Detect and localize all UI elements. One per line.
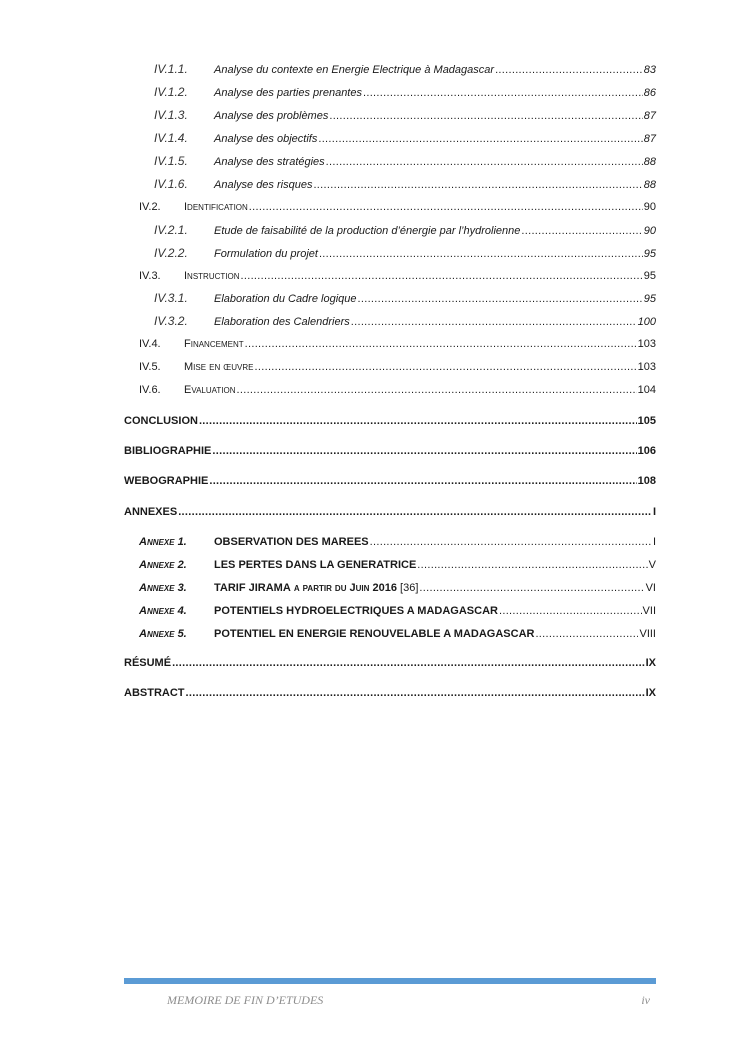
toc-entry-page: 87 bbox=[643, 110, 656, 122]
toc-entry-page: 105 bbox=[637, 415, 656, 427]
toc-entry-title: Evaluation bbox=[184, 384, 236, 396]
toc-entry-title: WEBOGRAPHIE bbox=[124, 475, 209, 487]
toc-entry-title: CONCLUSION bbox=[124, 415, 198, 427]
dot-leader bbox=[199, 413, 637, 429]
toc-entry-page: 87 bbox=[643, 133, 656, 145]
toc-entry[interactable] bbox=[124, 130, 656, 146]
toc-entry[interactable] bbox=[124, 534, 656, 550]
toc-entry-page: V bbox=[648, 559, 656, 571]
toc-entry-number: IV.1.6. bbox=[154, 177, 188, 191]
toc-entry-page: VIII bbox=[639, 628, 656, 640]
toc-entry-number: IV.5. bbox=[139, 361, 161, 373]
toc-entry[interactable] bbox=[124, 176, 656, 192]
toc-entry-page: 83 bbox=[643, 64, 656, 76]
toc-entry[interactable] bbox=[124, 685, 656, 701]
dot-leader bbox=[318, 131, 642, 147]
toc-entry-title: Elaboration du Cadre logique bbox=[214, 293, 357, 305]
toc-entry[interactable] bbox=[124, 153, 656, 169]
toc-entry[interactable] bbox=[124, 336, 656, 352]
toc-entry-title bbox=[214, 626, 534, 642]
footer-divider-bar bbox=[124, 978, 656, 984]
toc-entry-page: 104 bbox=[637, 384, 656, 396]
toc-entry-page: 88 bbox=[643, 156, 656, 168]
toc-entry-title: Instruction bbox=[184, 270, 240, 282]
toc-entry-number: IV.3. bbox=[139, 270, 161, 282]
toc-entry-number: IV.3.1. bbox=[154, 291, 188, 305]
toc-entry-page: 103 bbox=[637, 361, 656, 373]
toc-entry-title bbox=[214, 534, 369, 550]
toc-entry-page: VI bbox=[645, 582, 656, 594]
toc-entry-title: Analyse des parties prenantes bbox=[214, 87, 362, 99]
dot-leader bbox=[313, 177, 642, 193]
toc-entry-title-text: LES PERTES DANS LA GENERATRICE bbox=[214, 559, 417, 571]
toc-entry-page: 90 bbox=[643, 225, 656, 237]
toc-entry-title bbox=[214, 603, 498, 619]
toc-entry[interactable] bbox=[124, 222, 656, 238]
toc-entry[interactable] bbox=[124, 413, 656, 429]
dot-leader bbox=[521, 223, 642, 239]
toc-entry[interactable] bbox=[124, 655, 656, 671]
toc-entry-title-text: a partir du Juin bbox=[290, 582, 373, 594]
toc-entry-number: Annexe 1. bbox=[139, 536, 187, 548]
toc-entry[interactable] bbox=[124, 359, 656, 375]
toc-entry-page: 86 bbox=[643, 87, 656, 99]
toc-entry[interactable] bbox=[124, 603, 656, 619]
toc-entry-page: 106 bbox=[637, 445, 656, 457]
toc-entry-title-text: OBSERVATION DES MAREES bbox=[214, 536, 369, 548]
toc-entry-number: Annexe 5. bbox=[139, 628, 187, 640]
toc-entry[interactable] bbox=[124, 580, 656, 596]
toc-entry-page: VII bbox=[642, 605, 656, 617]
toc-entry-title-text: POTENTIELS HYDROELECTRIQUES A MADAGASCAR bbox=[214, 605, 498, 617]
toc-entry-page: 95 bbox=[643, 248, 656, 260]
toc-entry-number: IV.1.5. bbox=[154, 154, 188, 168]
toc-entry-title: Formulation du projet bbox=[214, 248, 318, 260]
toc-entry[interactable] bbox=[124, 245, 656, 261]
toc-entry-number: IV.2. bbox=[139, 201, 161, 213]
toc-entry[interactable] bbox=[124, 107, 656, 123]
dot-leader bbox=[172, 655, 645, 671]
toc-entry-page: 88 bbox=[643, 179, 656, 191]
dot-leader bbox=[535, 626, 638, 642]
toc-entry-title: BIBLIOGRAPHIE bbox=[124, 445, 212, 457]
dot-leader bbox=[255, 359, 637, 375]
toc-entry[interactable] bbox=[124, 313, 656, 329]
dot-leader bbox=[417, 557, 647, 573]
toc-entry-page: I bbox=[652, 506, 656, 518]
dot-leader bbox=[186, 685, 645, 701]
toc-entry[interactable] bbox=[124, 473, 656, 489]
dot-leader bbox=[326, 154, 643, 170]
toc-entry-title: Analyse des problèmes bbox=[214, 110, 329, 122]
dot-leader bbox=[209, 473, 636, 489]
toc-entry-number: IV.1.2. bbox=[154, 85, 188, 99]
toc-entry-number: IV.1.3. bbox=[154, 108, 188, 122]
toc-entry-page: 95 bbox=[643, 270, 656, 282]
toc-entry-title bbox=[214, 580, 418, 596]
toc-entry-number: IV.1.4. bbox=[154, 131, 188, 145]
toc-entry-page: IX bbox=[645, 687, 656, 699]
toc-entry-page: 103 bbox=[637, 338, 656, 350]
toc-entry-title-text: 2016 bbox=[372, 582, 397, 594]
toc-entry[interactable] bbox=[124, 268, 656, 284]
dot-leader bbox=[329, 108, 642, 124]
toc-entry-title: Analyse des stratégies bbox=[214, 156, 325, 168]
toc-entry-page: 90 bbox=[643, 201, 656, 213]
toc-entry-number: IV.1.1. bbox=[154, 62, 188, 76]
toc-entry-page: IX bbox=[645, 657, 656, 669]
toc-entry-page: 108 bbox=[637, 475, 656, 487]
toc-entry-number: Annexe 2. bbox=[139, 559, 187, 571]
toc-entry-title: Elaboration des Calendriers bbox=[214, 316, 350, 328]
toc-entry-page: 100 bbox=[637, 316, 656, 328]
footer-document-title: MEMOIRE DE FIN D’ETUDES bbox=[167, 993, 324, 1007]
toc-entry-title-text: TARIF JIRAMA bbox=[214, 582, 291, 594]
toc-entry-title: ABSTRACT bbox=[124, 687, 185, 699]
dot-leader bbox=[495, 62, 643, 78]
toc-entry[interactable] bbox=[124, 61, 656, 77]
toc-entry[interactable] bbox=[124, 199, 656, 215]
toc-entry-number: Annexe 4. bbox=[139, 605, 187, 617]
dot-leader bbox=[319, 246, 643, 262]
dot-leader bbox=[245, 336, 637, 352]
toc-entry-title: Financement bbox=[184, 338, 244, 350]
toc-entry[interactable] bbox=[124, 382, 656, 398]
toc-entry-title: RÉSUMÉ bbox=[124, 657, 172, 669]
footer-page-number: iv bbox=[641, 993, 650, 1007]
dot-leader bbox=[237, 382, 637, 398]
dot-leader bbox=[249, 199, 643, 215]
dot-leader bbox=[178, 504, 652, 520]
dot-leader bbox=[241, 268, 643, 284]
toc-entry-page: I bbox=[652, 536, 656, 548]
toc-entry-number: IV.4. bbox=[139, 338, 161, 350]
dot-leader bbox=[499, 603, 642, 619]
toc-entry-title bbox=[214, 557, 416, 573]
toc-entry-page: 95 bbox=[643, 293, 656, 305]
toc-entry[interactable] bbox=[124, 557, 656, 573]
citation-ref: [36] bbox=[396, 582, 419, 594]
toc-entry-number: IV.6. bbox=[139, 384, 161, 396]
toc-entry[interactable] bbox=[124, 504, 656, 520]
dot-leader bbox=[351, 314, 637, 330]
dot-leader bbox=[358, 291, 643, 307]
dot-leader bbox=[419, 580, 644, 596]
toc-entry-title: Etude de faisabilité de la production d’énergie par l’hydrolienne bbox=[214, 225, 521, 237]
toc-entry-title: Identification bbox=[184, 201, 248, 213]
toc-entry[interactable] bbox=[124, 84, 656, 100]
toc-entry-number: Annexe 3. bbox=[139, 582, 187, 594]
toc-entry-number: IV.2.1. bbox=[154, 223, 188, 237]
toc-entry-title-text: POTENTIEL EN ENERGIE RENOUVELABLE A MADAGASCAR bbox=[214, 628, 535, 640]
toc-entry[interactable] bbox=[124, 626, 656, 642]
toc-entry-title: Analyse des risques bbox=[214, 179, 313, 191]
toc-entry-title: Analyse des objectifs bbox=[214, 133, 318, 145]
toc-entry-number: IV.2.2. bbox=[154, 246, 188, 260]
toc-entry-title: ANNEXES bbox=[124, 506, 178, 518]
dot-leader bbox=[370, 534, 652, 550]
toc-entry-title: Analyse du contexte en Energie Electrique à Madagascar bbox=[214, 64, 495, 76]
toc-entry[interactable] bbox=[124, 290, 656, 306]
toc-entry-title: Mise en œuvre bbox=[184, 361, 254, 373]
dot-leader bbox=[212, 443, 636, 459]
dot-leader bbox=[363, 85, 643, 101]
toc-entry[interactable] bbox=[124, 443, 656, 459]
toc-entry-number: IV.3.2. bbox=[154, 314, 188, 328]
